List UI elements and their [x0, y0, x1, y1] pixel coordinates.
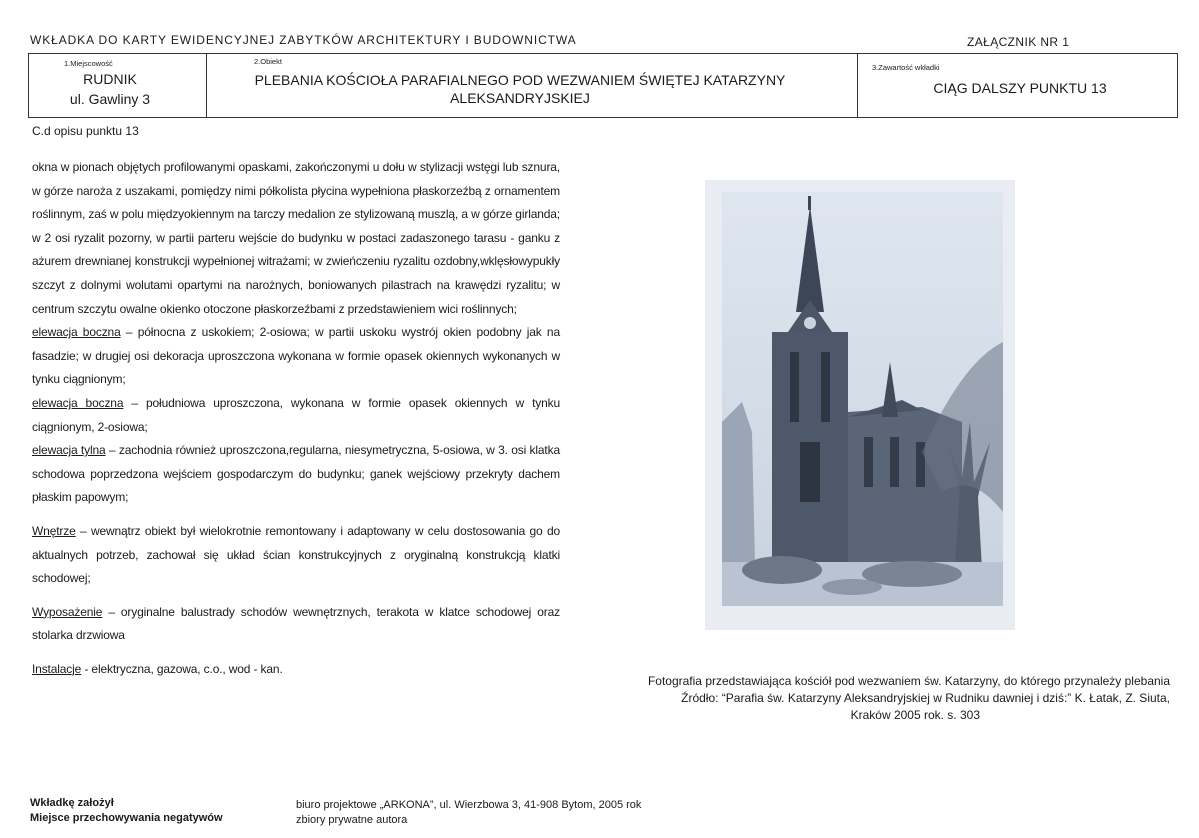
paragraph-facade: okna w pionach objętych profilowanymi opaskami, zakończonymi u dołu w stylizacji wstęgi lub sznura, w górze naroża z uszakami, pomiędzy nimi półkolista płycina wypełniona płaskorzeźbą z ornamentem roślinnym, zaś w polu międzyokiennym na tarczy medalion ze stylizowaną muszlą, a w górze girlanda; w 2 osi ryzalit pozorny, w partii parteru wejście do budynku w postaci zadaszonego tarasu - ganku z ażurem drewnianej konstrukcji wypełnionej witrażami; w zwieńczeniu ryzalitu ozdobny,wklęsłowypukły szczyt z dolnymi wolutami opartymi na narożnych, boniowanych pilastrach na krawędzi ryzalitu; w centrum szczytu owalne okienko otoczone płaskorzeźbami z przedstawieniem wici roślinnych;	[32, 160, 560, 316]
place-city: RUDNIK	[83, 71, 137, 87]
footer-negatives-value: zbiory prywatne autora	[296, 814, 408, 826]
paragraph-interior	[32, 520, 560, 591]
caption-line-2: Źródło: “Parafia św. Katarzyny Aleksandryjskiej w Rudniku dawniej i dziś:” K. Łatak, Z. Siuta,	[681, 691, 1170, 705]
term-label: Instalacje	[32, 661, 82, 676]
term-label: elewacja boczna	[32, 325, 121, 340]
church-photo	[722, 192, 1003, 606]
footer-created-by-value: biuro projektowe „ARKONA”, ul. Wierzbowa 3, 41-908 Bytom, 2005 rok	[296, 799, 642, 811]
document-title: WKŁADKA DO KARTY EWIDENCYJNEJ ZABYTKÓW ARCHITEKTURY I BUDOWNICTWA	[30, 33, 577, 47]
content-value: CIĄG DALSZY PUNKTU 13	[933, 80, 1107, 96]
attachment-number: ZAŁĄCZNIK NR 1	[967, 35, 1070, 49]
continuation-label: C.d opisu punktu 13	[32, 124, 139, 138]
place-label: 1.Miejscowość	[64, 59, 113, 68]
paragraph-rear-elevation	[32, 439, 560, 510]
footer-negatives-label: Miejsce przechowywania negatywów	[30, 812, 223, 824]
object-name	[210, 71, 830, 107]
object-line-2: ALEKSANDRYJSKIEJ	[450, 90, 590, 106]
place-street: ul. Gawliny 3	[69, 91, 151, 107]
caption-line-3: Kraków 2005 rok. s. 303	[850, 708, 980, 722]
description-text	[32, 156, 560, 681]
object-line-1: PLEBANIA KOŚCIOŁA PARAFIALNEGO POD WEZWANIEM ŚWIĘTEJ KATARZYNY	[254, 72, 786, 88]
table-divider	[28, 53, 29, 118]
paragraph-text: – południowa uproszczona, wykonana w formie opasek okiennych w tynku ciągnionym, 2-osiowa;	[32, 395, 560, 434]
content-label: 3.Zawartość wkładki	[872, 63, 940, 72]
footer-created-by-label: Wkładkę założył	[30, 797, 114, 809]
term-label: Wyposażenie	[32, 604, 103, 619]
paragraph-south-elevation	[32, 392, 560, 439]
paragraph-installations	[32, 658, 560, 682]
object-label: 2.Obiekt	[254, 57, 282, 66]
term-label: Wnętrze	[32, 523, 76, 538]
caption-line-1: Fotografia przedstawiająca kościół pod wezwaniem św. Katarzyny, do którego przynależy plebania	[647, 674, 1170, 688]
paragraph-north-elevation	[32, 321, 560, 392]
photo-caption	[560, 673, 1170, 724]
paragraph-text: – północna z uskokiem; 2-osiowa; w partii uskoku wystrój okien podobny jak na fasadzie; w drugiej osi dekoracja uproszczona wykonana w formie opasek okiennych wykonanych w tynku ciągnionym;	[32, 325, 560, 387]
term-label: elewacja tylna	[32, 443, 106, 458]
paragraph-text: – wewnątrz obiekt był wielokrotnie remontowany i adaptowany w celu dostosowania go do aktualnych potrzeb, zachował się układ ścian konstrukcyjnych z oryginalną konstrukcją klatki schodowej;	[32, 523, 560, 586]
paragraph-text: – zachodnia również uproszczona,regularna, niesymetryczna, 5-osiowa, w 3. osi klatka schodowa poprzedzona wejściem gospodarczym do budynku; ganek wejściowy przekryty dachem płaskim papowym;	[32, 443, 560, 505]
table-divider	[206, 53, 207, 118]
table-divider	[857, 53, 858, 118]
paragraph-text: - elektryczna, gazowa, c.o., wod - kan.	[81, 661, 283, 676]
paragraph-furnishings	[32, 601, 560, 648]
term-label: elewacja boczna	[32, 395, 124, 410]
paragraph-text: – oryginalne balustrady schodów wewnętrznych, terakota w klatce schodowej oraz stolarka drzwiowa	[32, 604, 560, 643]
